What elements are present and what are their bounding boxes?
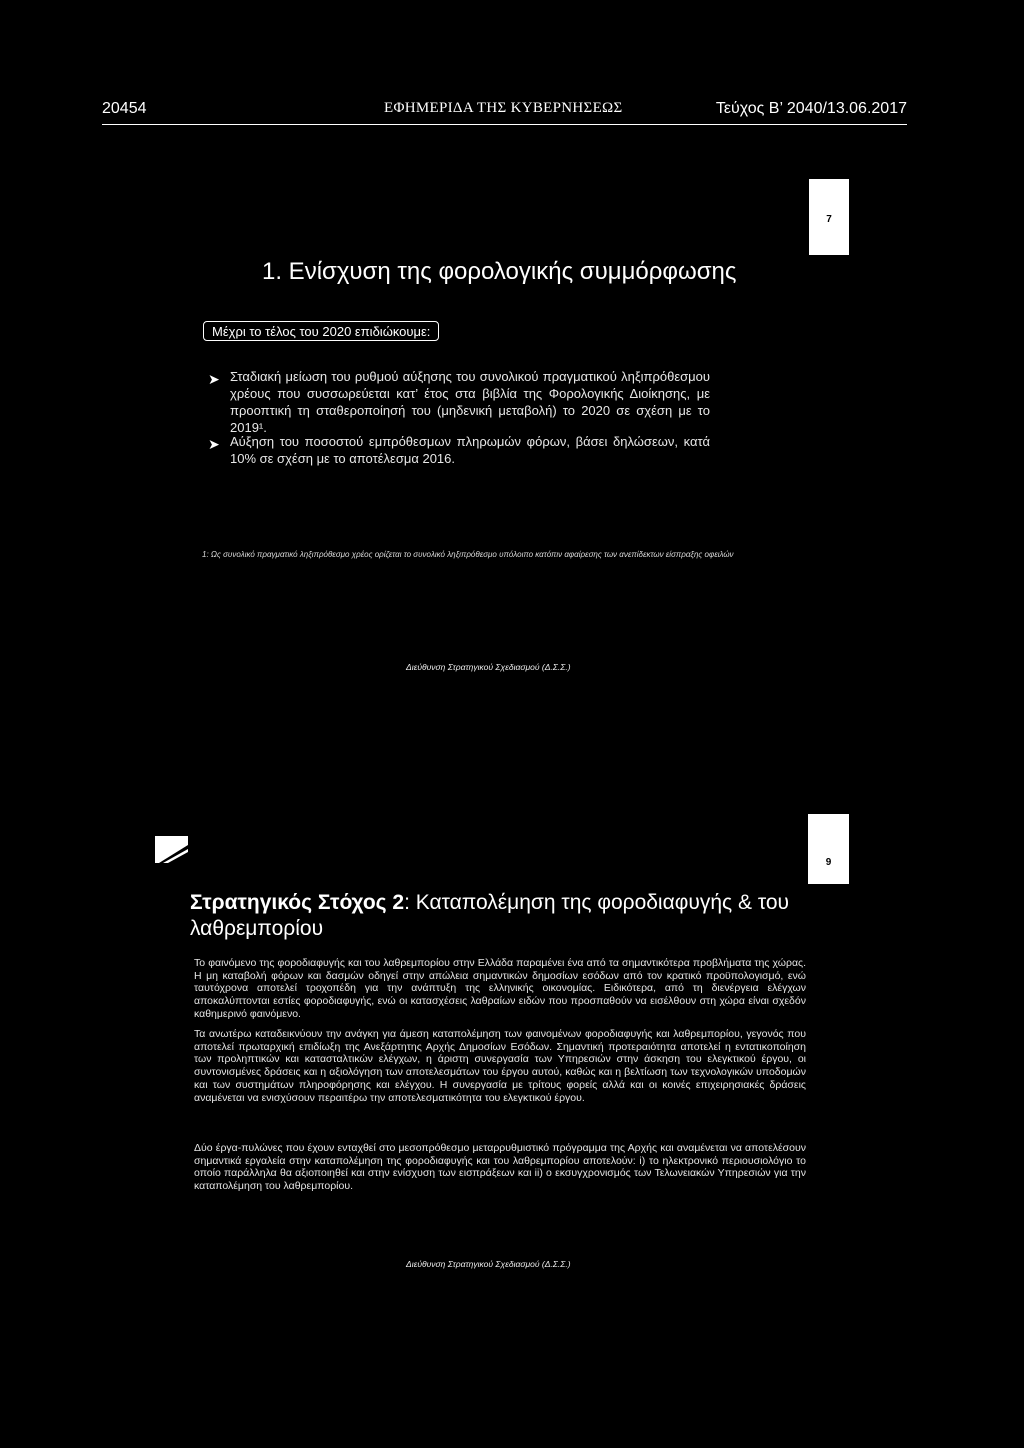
page-number: 20454 (102, 100, 147, 117)
issue-info: Τεύχος Β’ 2040/13.06.2017 (715, 100, 907, 117)
strategic-goal-text: : Καταπολέμηση της φοροδιαφυγής & του λαθρεμπορίου (190, 891, 789, 940)
body-paragraph: Το φαινόμενο της φοροδιαφυγής και του λαθρεμπορίου στην Ελλάδα παραμένει ένα από τα σημαντικότερα προβλήματα της χώρας. Η μη καταβολή φόρων και δασμών οδηγεί στην απώλεια σημαντικών δημοσίων εσόδων από τον κρατικό προϋπολογισμό, ενώ ταυτόχρονα αποτελεί τροχοπέδη για την ανάπτυξη της ελληνικής οικονομίας. Ειδικότερα, από τη διενέργεια ελέγχων αποκαλύπτονται εστίες φοροδιαφυγής, ενώ οι κατασχέσεις λαθραίων ειδών που προσπαθούν να εισέλθουν στη χώρα είναι σχεδόν καθημερινό φαινόμενο. (194, 957, 806, 1020)
slide-page-box (808, 814, 849, 884)
slide-page-box (809, 179, 849, 255)
header-divider (102, 124, 907, 125)
goal-tag: Μέχρι το τέλος του 2020 επιδιώκουμε: (203, 321, 439, 341)
slide-page-number: 7 (826, 214, 832, 225)
aade-logo-icon (155, 836, 188, 863)
strategic-goal-title (190, 890, 790, 942)
arrowhead-bullet-icon: ➤ (208, 436, 220, 452)
slide-page-number: 9 (825, 857, 832, 868)
strategic-goal-label: Στρατηγικός Στόχος 2 (190, 891, 405, 914)
gazette-title: ΕΦΗΜΕΡΙΔΑ ΤΗΣ ΚΥΒΕΡΝΗΣΕΩΣ (384, 100, 623, 116)
bullet-item: Σταδιακή μείωση του ρυθμού αύξησης του συνολικού πραγματικού ληξιπρόθεσμου χρέους που συσσωρεύεται κατ’ έτος στα βιβλία της Φορολογικής Διοίκησης, με προοπτική τη σταθεροποίησή του (μηδενική μεταβολή) το 2020 σε σχέση με το 2019¹. (230, 369, 710, 435)
body-paragraph: Δύο έργα-πυλώνες που έχουν ενταχθεί στο μεσοπρόθεσμο μεταρρυθμιστικό πρόγραμμα της Αρχής και αναμένεται να αποτελέσουν σημαντικά εργαλεία στην καταπολέμηση της φοροδιαφυγής και του λαθρεμπορίου αποτελούν: i) το ηλεκτρονικό περιουσιολόγιο το οποίο παράλληλα θα αξιοποιηθεί και στην ενίσχυση των εισπράξεων και ii) ο εκσυγχρονισμός των Τελωνειακών Υπηρεσιών για την καταπολέμηση του λαθρεμπορίου. (194, 1142, 806, 1193)
department-footer: Διεύθυνση Στρατηγικού Σχεδιασμού (Δ.Σ.Σ.) (406, 662, 571, 672)
footnote: 1: Ως συνολικό πραγματικό ληξιπρόθεσμο χρέος ορίζεται το συνολικό ληξιπρόθεσμο υπόλοιπο κατόπιν αφαίρεσης των ανεπίδεκτων είσπραξης οφειλών (202, 550, 734, 559)
department-footer: Διεύθυνση Στρατηγικού Σχεδιασμού (Δ.Σ.Σ.) (406, 1259, 571, 1269)
bullet-item: Αύξηση του ποσοστού εμπρόθεσμων πληρωμών φόρων, βάσει δηλώσεων, κατά 10% σε σχέση με το αποτέλεσμα 2016. (230, 434, 710, 466)
arrowhead-bullet-icon: ➤ (208, 371, 220, 387)
body-paragraph: Τα ανωτέρω καταδεικνύουν την ανάγκη για άμεση καταπολέμηση των φαινομένων φοροδιαφυγής και λαθρεμπορίου, γεγονός που αποτελεί πρωταρχική επιδίωξη της Ανεξάρτητης Αρχής Δημοσίων Εσόδων. Σημαντική προτεραιότητα αποτελεί η εντατικοποίηση των προληπτικών και κατασταλτικών ελέγχων, η άριστη συνεργασία των Υπηρεσιών στην άσκηση του ελεγκτικού έργου, οι συντονισμένες δράσεις και η αξιολόγηση των αποτελεσμάτων του έργου αυτού, καθώς και η βελτίωση των τεχνολογικών υποδομών και των συστημάτων πληροφόρησης και ελέγχου. Η συνεργασία με τρίτους φορείς αλλά και οι κοινές επιχειρησιακές δράσεις αναμένεται να ενισχύσουν περαιτέρω την αποτελεσματικότητα του ελεγκτικού έργου. (194, 1028, 806, 1104)
section-title: 1. Ενίσχυση της φορολογικής συμμόρφωσης (262, 258, 737, 285)
